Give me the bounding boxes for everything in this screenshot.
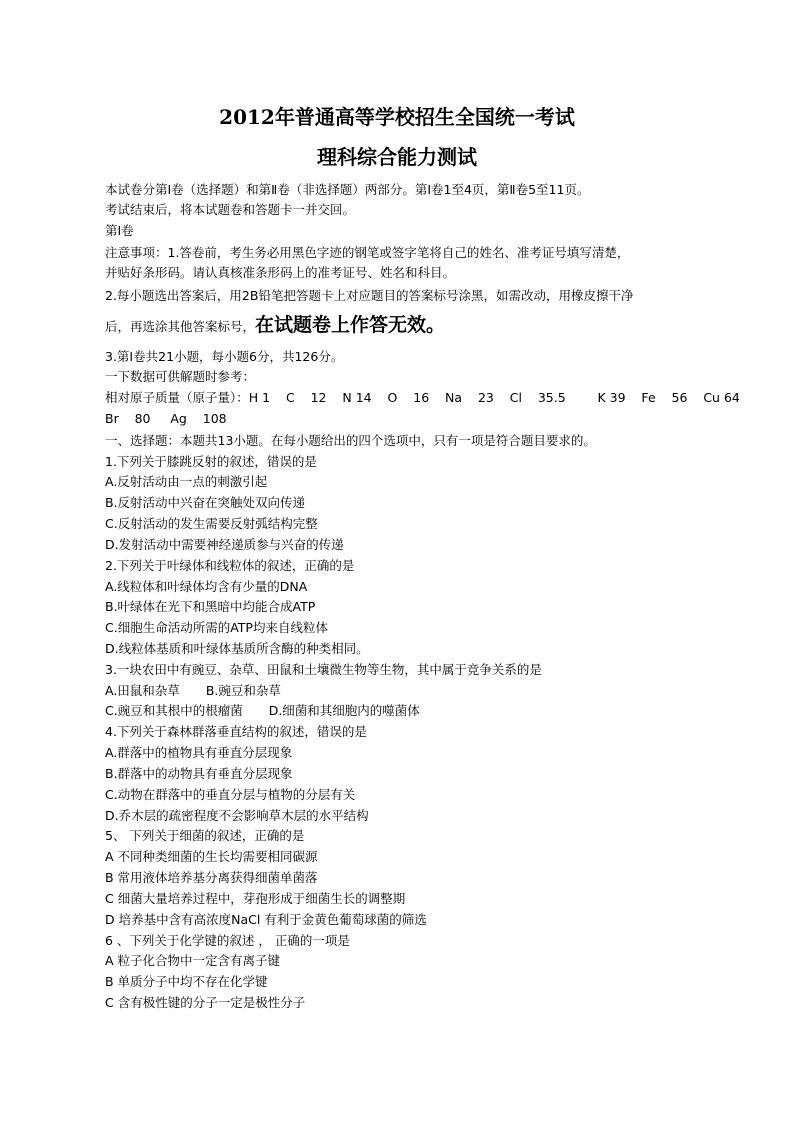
q4-option-d: D.乔木层的疏密程度不会影响草木层的水平结构 xyxy=(105,808,369,823)
emphasis-warning: 在试题卷上作答无效。 xyxy=(255,314,446,336)
q6-option-a: A 粒子化合物中一定含有离子键 xyxy=(105,953,281,968)
notes-line-4-prefix: 后，再选涂其他答案标号， xyxy=(105,319,256,334)
q1-option-c: C.反射活动的发生需要反射弧结构完整 xyxy=(105,516,318,531)
notes-line-3: 2.每小题选出答案后，用2B铅笔把答题卡上对应题目的答案标号涂黑，如需改动，用橡皮擦干净 xyxy=(105,288,634,303)
q2-option-a: A.线粒体和叶绿体均含有少量的DNA xyxy=(105,579,308,594)
notes-line-2: 并贴好条形码。请认真核准条形码上的准考证号、姓名和科目。 xyxy=(105,265,456,280)
q3-option-b: B.豌豆和杂草 xyxy=(205,683,281,698)
notes-line-6: 一下数据可供解题时参考： xyxy=(105,369,256,384)
q5-option-d: D 培养基中含有高浓度NaCl 有利于金黄色葡萄球菌的筛选 xyxy=(105,912,427,927)
q4-option-a: A.群落中的植物具有垂直分层现象 xyxy=(105,745,293,760)
q4-option-c: C.动物在群落中的垂直分层与植物的分层有关 xyxy=(105,787,356,802)
notes-line-4 xyxy=(105,312,445,340)
exam-title: 2012年普通高等学校招生全国统一考试 xyxy=(219,105,575,129)
q5-option-a: A 不同种类细菌的生长均需要相同碳源 xyxy=(105,849,318,864)
section-header: 一、选择题：本题共13小题。在每小题给出的四个选项中，只有一项是符合题目要求的。 xyxy=(105,433,596,448)
q3-option-d: D.细菌和其细胞内的噬菌体 xyxy=(268,703,420,718)
q4-stem: 4.下列关于森林群落垂直结构的叙述，错误的是 xyxy=(105,724,367,739)
part-one-label: 第Ⅰ卷 xyxy=(105,223,134,238)
intro-line-2: 考试结束后，将本试题卷和答题卡一并交回。 xyxy=(105,202,356,217)
q3-options-ab xyxy=(105,682,281,700)
exam-subtitle: 理科综合能力测试 xyxy=(317,145,477,169)
q3-option-a: A.田鼠和杂草 xyxy=(105,683,180,698)
q5-option-c: C 细菌大量培养过程中，芽孢形成于细菌生长的调整期 xyxy=(105,891,406,906)
notes-line-5: 3.第Ⅰ卷共21小题，每小题6分，共126分。 xyxy=(105,349,344,364)
q6-stem: 6 、下列关于化学键的叙述 ， 正确的一项是 xyxy=(105,933,350,948)
q3-stem: 3.一块农田中有豌豆、杂草、田鼠和土壤微生物等生物，其中属于竞争关系的是 xyxy=(105,662,542,677)
q3-option-c: C.豌豆和其根中的根瘤菌 xyxy=(105,703,243,718)
atomic-mass-line-2: Br 80 Ag 108 xyxy=(105,411,227,426)
q2-stem: 2.下列关于叶绿体和线粒体的叙述，正确的是 xyxy=(105,558,355,573)
q1-option-b: B.反射活动中兴奋在突触处双向传递 xyxy=(105,495,306,510)
notes-line-1: 注意事项：1.答卷前，考生务必用黑色字迹的钢笔或签字笔将自己的姓名、准考证号填写清楚， xyxy=(105,245,630,260)
q3-options-cd xyxy=(105,702,420,720)
q5-stem: 5、 下列关于细菌的叙述，正确的是 xyxy=(105,828,305,843)
q5-option-b: B 常用液体培养基分离获得细菌单菌落 xyxy=(105,870,318,885)
q1-option-d: D.发射活动中需要神经递质参与兴奋的传递 xyxy=(105,537,344,552)
q2-option-d: D.线粒体基质和叶绿体基质所含酶的种类相同。 xyxy=(105,641,369,656)
q1-option-a: A.反射活动由一点的刺激引起 xyxy=(105,474,268,489)
q2-option-c: C.细胞生命活动所需的ATP均来自线粒体 xyxy=(105,620,328,635)
intro-line-1: 本试卷分第Ⅰ卷（选择题）和第Ⅱ卷（非选择题）两部分。第Ⅰ卷1至4页，第Ⅱ卷5至11页。 xyxy=(105,182,590,197)
q6-option-c: C 含有极性键的分子一定是极性分子 xyxy=(105,995,306,1010)
q1-stem: 1.下列关于膝跳反射的叙述，错误的是 xyxy=(105,454,317,469)
q6-option-b: B 单质分子中均不存在化学键 xyxy=(105,974,268,989)
q4-option-b: B.群落中的动物具有垂直分层现象 xyxy=(105,766,293,781)
q2-option-b: B.叶绿体在光下和黑暗中均能合成ATP xyxy=(105,599,316,614)
atomic-mass-line-1: 相对原子质量（原子量）：H 1 C 12 N 14 O 16 Na 23 Cl 35.5 K 39 Fe 56 Cu 64 xyxy=(105,390,740,405)
